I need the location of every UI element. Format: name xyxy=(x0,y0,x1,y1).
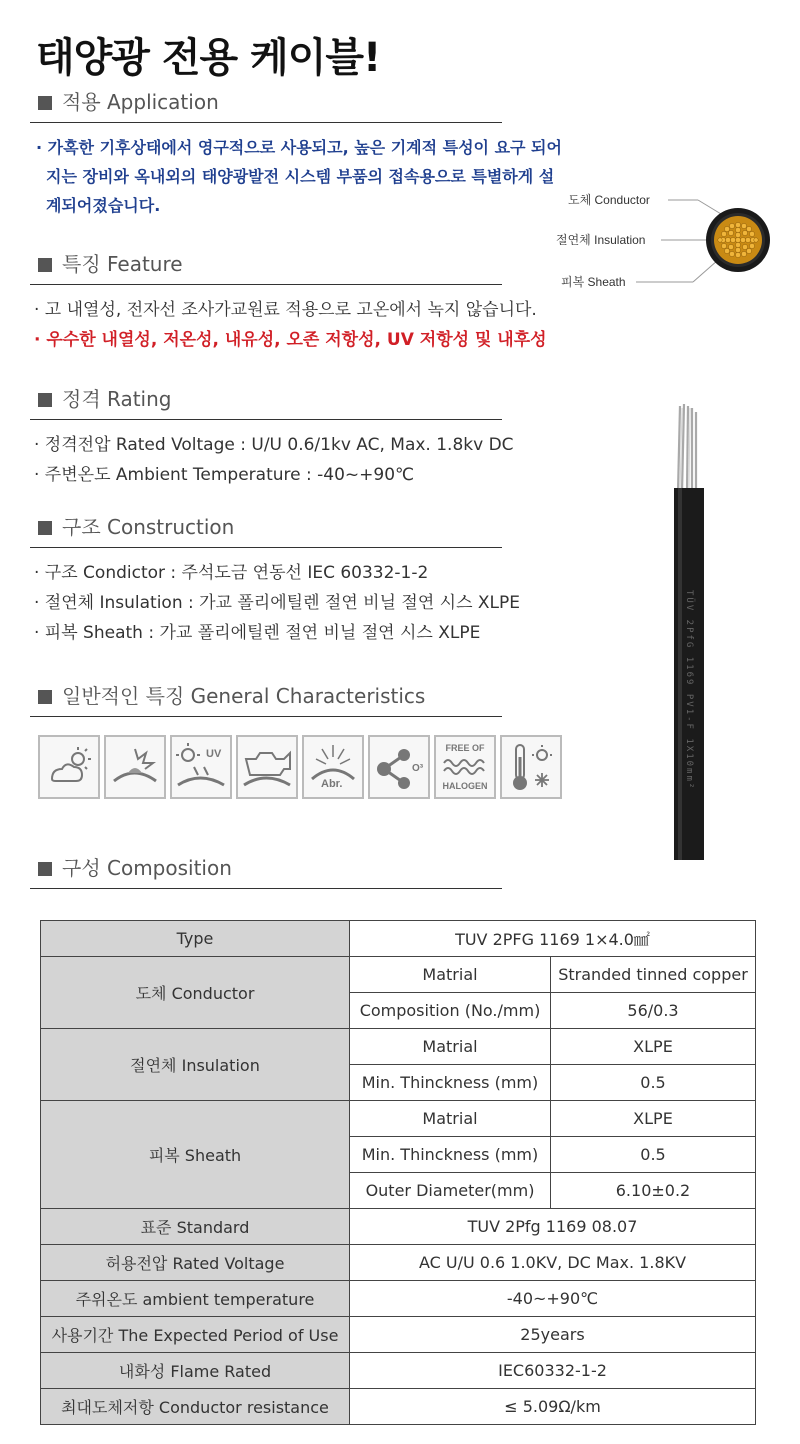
table-row xyxy=(41,1101,756,1137)
table-row xyxy=(41,1317,756,1353)
section-heading: 일반적인 특징 General Characteristics xyxy=(30,684,502,717)
section-application xyxy=(30,90,562,220)
table-value-cell: -40~+90℃ xyxy=(350,1281,756,1317)
application-text: · 가혹한 기후상태에서 영구적으로 사용되고, 높은 기계적 특성이 요구 되어지는 장비와 옥내외의 태양광발전 시스템 부품의 접속용으로 특별하게 설계되어졌습니다. xyxy=(36,138,562,215)
table-value-cell: 0.5 xyxy=(551,1137,756,1173)
square-bullet-icon xyxy=(38,521,52,535)
rating-line: · 주변온도 Ambient Temperature : -40~+90℃ xyxy=(34,465,415,485)
feature-line: · 고 내열성, 전자선 조사가교원료 적용으로 고온에서 녹지 않습니다. xyxy=(34,300,537,320)
square-bullet-icon xyxy=(38,96,52,110)
table-row xyxy=(41,1209,756,1245)
diagram-label-insulation: 절연체 Insulation xyxy=(556,233,646,247)
table-label-cell: 주위온도 ambient temperature xyxy=(41,1281,350,1317)
table-sub-label-cell: Min. Thinckness (mm) xyxy=(350,1137,551,1173)
table-label-cell: 사용기간 The Expected Period of Use xyxy=(41,1317,350,1353)
table-value-cell: TUV 2PFG 1169 1×4.0㎟ xyxy=(350,921,756,957)
table-value-cell: 56/0.3 xyxy=(551,993,756,1029)
table-value-cell: 0.5 xyxy=(551,1065,756,1101)
table-sub-label-cell: Outer Diameter(mm) xyxy=(350,1173,551,1209)
section-heading: 구성 Composition xyxy=(30,856,502,889)
section-heading: 구조 Construction xyxy=(30,515,502,548)
section-heading: 특징 Feature xyxy=(30,252,502,285)
table-value-cell: Stranded tinned copper xyxy=(551,957,756,993)
abrasion-resistant-icon xyxy=(302,735,364,799)
cable-product-illustration xyxy=(660,400,710,860)
table-value-cell: XLPE xyxy=(551,1029,756,1065)
table-row xyxy=(41,1245,756,1281)
table-sub-label-cell: Min. Thinckness (mm) xyxy=(350,1065,551,1101)
table-value-cell: TUV 2Pfg 1169 08.07 xyxy=(350,1209,756,1245)
section-composition xyxy=(30,856,502,889)
uv-icon-label: UV xyxy=(206,748,222,760)
diagram-label-sheath: 피복 Sheath xyxy=(561,275,626,289)
o3-icon-label: O³ xyxy=(412,763,424,774)
cable-cross-section-diagram xyxy=(548,185,788,295)
halogen-free-icon xyxy=(434,735,496,799)
diagram-label-conductor: 도체 Conductor xyxy=(568,193,650,207)
table-row xyxy=(41,1389,756,1425)
table-label-cell: 표준 Standard xyxy=(41,1209,350,1245)
table-row xyxy=(41,1281,756,1317)
characteristics-icon-row xyxy=(38,735,568,803)
halogen-label: HALOGEN xyxy=(442,781,488,791)
square-bullet-icon xyxy=(38,393,52,407)
section-feature xyxy=(30,252,547,355)
construction-line: · 절연체 Insulation : 가교 폴리에틸렌 절연 비닐 절연 시스 XLPE xyxy=(34,593,520,613)
table-row xyxy=(41,1353,756,1389)
table-value-cell: ≤ 5.09Ω/km xyxy=(350,1389,756,1425)
uv-resistant-icon xyxy=(170,735,232,799)
table-label-cell: 피복 Sheath xyxy=(41,1101,350,1209)
construction-line: · 구조 Condictor : 주석도금 연동선 IEC 60332-1-2 xyxy=(34,563,429,583)
feature-line-highlight: · 우수한 내열성, 저온성, 내유성, 오존 저항성, UV 저항성 및 내후성 xyxy=(34,330,547,350)
ozone-resistant-icon xyxy=(368,735,430,799)
section-heading: 적용 Application xyxy=(30,90,502,123)
temperature-range-icon xyxy=(500,735,562,799)
composition-table xyxy=(40,920,756,1425)
free-of-label: FREE OF xyxy=(445,743,485,753)
table-label-cell: 허용전압 Rated Voltage xyxy=(41,1245,350,1281)
abr-icon-label: Abr. xyxy=(321,778,343,790)
table-sub-label-cell: Composition (No./mm) xyxy=(350,993,551,1029)
table-value-cell: IEC60332-1-2 xyxy=(350,1353,756,1389)
table-value-cell: AC U/U 0.6 1.0KV, DC Max. 1.8KV xyxy=(350,1245,756,1281)
square-bullet-icon xyxy=(38,690,52,704)
heat-resistant-icon xyxy=(104,735,166,799)
table-value-cell: 25years xyxy=(350,1317,756,1353)
rating-line: · 정격전압 Rated Voltage : U/U 0.6/1kv AC, Max. 1.8kv DC xyxy=(34,435,514,455)
table-row xyxy=(41,957,756,993)
page-title: 태양광 전용 케이블! xyxy=(36,35,381,81)
oil-resistant-icon xyxy=(236,735,298,799)
section-general-characteristics xyxy=(30,684,502,717)
table-value-cell: XLPE xyxy=(551,1101,756,1137)
table-value-cell: 6.10±0.2 xyxy=(551,1173,756,1209)
table-label-cell: 최대도체저항 Conductor resistance xyxy=(41,1389,350,1425)
square-bullet-icon xyxy=(38,862,52,876)
section-construction xyxy=(30,515,520,648)
section-heading: 정격 Rating xyxy=(30,387,502,420)
table-row xyxy=(41,1029,756,1065)
table-sub-label-cell: Matrial xyxy=(350,957,551,993)
table-label-cell: 내화성 Flame Rated xyxy=(41,1353,350,1389)
table-sub-label-cell: Matrial xyxy=(350,1029,551,1065)
table-label-cell: 절연체 Insulation xyxy=(41,1029,350,1101)
construction-line: · 피복 Sheath : 가교 폴리에틸렌 절연 비닐 절연 시스 XLPE xyxy=(34,623,481,643)
section-rating xyxy=(30,387,514,490)
weather-resistant-icon xyxy=(38,735,100,799)
table-row xyxy=(41,921,756,957)
square-bullet-icon xyxy=(38,258,52,272)
table-sub-label-cell: Matrial xyxy=(350,1101,551,1137)
table-label-cell: 도체 Conductor xyxy=(41,957,350,1029)
cable-marking: TÜV 2PfG 1169 PV1-F 1X10mm² xyxy=(684,590,694,791)
table-label-cell: Type xyxy=(41,921,350,957)
